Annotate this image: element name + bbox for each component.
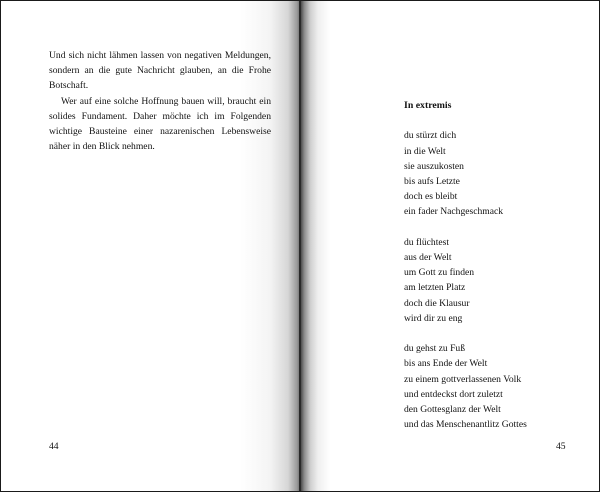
poem-line: ein fader Nachgeschmack xyxy=(404,206,504,218)
poem-line: bis aufs Letzte xyxy=(404,176,460,187)
left-page xyxy=(1,1,300,491)
paragraph: Wer auf eine solche Hoffnung bauen will, braucht ein solides Fundament. Daher möchte ich im Folgenden wichtige Bausteine einer nazarenischen Lebensweise näher in den Blick nehmen. xyxy=(49,95,271,153)
prose-text xyxy=(49,48,271,154)
poem-line: bis ans Ende der Welt xyxy=(404,358,488,370)
poem-title: In extremis xyxy=(404,100,452,111)
right-page xyxy=(300,1,599,491)
stanza-1 xyxy=(404,128,584,219)
poem-line: du flüchtest xyxy=(404,236,450,248)
poem-line: doch die Klausur xyxy=(404,297,470,309)
page-number-left: 44 xyxy=(49,441,59,452)
poem-line: du gehst zu Fuß xyxy=(404,343,466,355)
poem-line: doch es bleibt xyxy=(404,191,458,203)
book-gutter xyxy=(299,1,301,491)
poem-line: und entdeckst dort zuletzt xyxy=(404,388,503,400)
stanza-3 xyxy=(404,341,584,432)
page-number-right: 45 xyxy=(556,441,566,452)
poem xyxy=(404,98,584,448)
poem-line: und das Menschenantlitz Gottes xyxy=(404,419,527,431)
poem-line: den Gottesglanz der Welt xyxy=(404,404,501,416)
poem-line: sie auszukosten xyxy=(404,160,464,172)
poem-line: in die Welt xyxy=(404,145,446,157)
poem-line: wird dir zu eng xyxy=(404,312,463,324)
poem-line: am letzten Platz xyxy=(404,282,466,294)
poem-line: du stürzt dich xyxy=(404,130,457,142)
poem-line: um Gott zu finden xyxy=(404,267,475,279)
stanza-2 xyxy=(404,235,584,326)
poem-line: zu einem gottverlassenen Volk xyxy=(404,373,522,385)
paragraph: Und sich nicht lähmen lassen von negativen Meldungen, sondern an die gute Nachricht glauben, an die Frohe Botschaft. xyxy=(49,50,271,92)
poem-line: aus der Welt xyxy=(404,252,452,263)
